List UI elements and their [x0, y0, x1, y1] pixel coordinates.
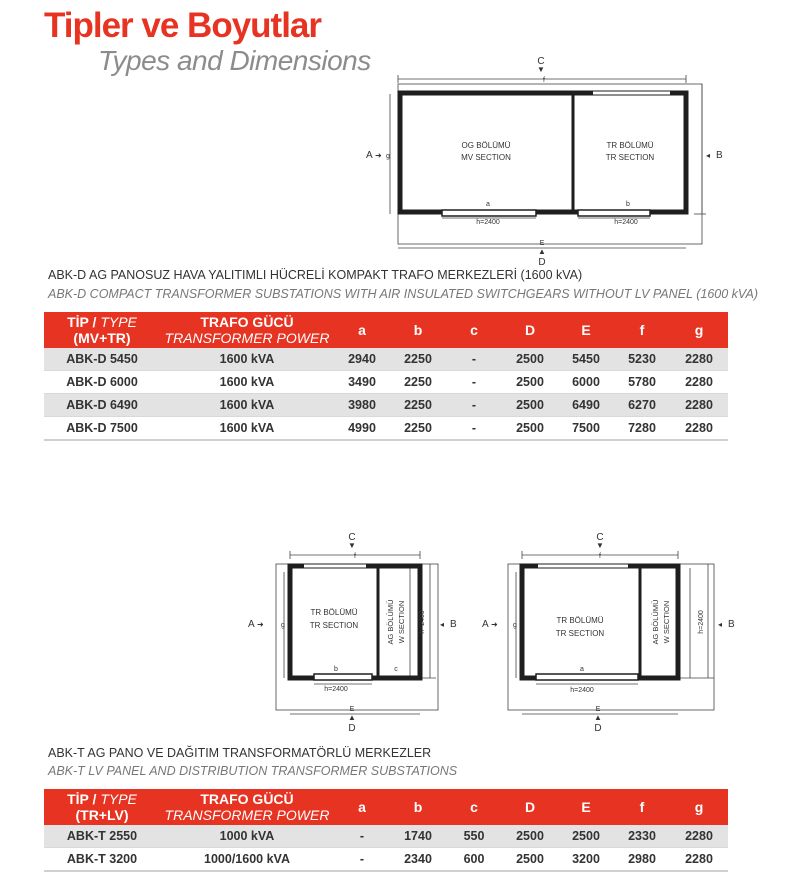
arrow-a: ➜: [491, 620, 498, 629]
abk-t-spec-table: [44, 789, 728, 872]
table-header-row: [44, 789, 728, 825]
abk-d-spec-table: [44, 312, 728, 441]
col-c: c: [446, 789, 502, 825]
label-d: D: [594, 723, 602, 734]
col-a: a: [334, 312, 390, 348]
tr-section-tr: TR BÖLÜMÜ: [310, 608, 358, 617]
table-row: ABK-D 6490 1600 kVA 3980 2250 - 2500 6490 6270 2280: [44, 394, 728, 417]
height-label-2: h=2400: [614, 219, 638, 226]
col-power: TRAFO GÜCÜ TRANSFORMER POWER: [160, 312, 334, 348]
label-a-arrow: A: [482, 619, 489, 630]
label-g: g: [513, 622, 517, 629]
label-e: E: [349, 706, 355, 713]
tr-section-tr: TR BÖLÜMÜ: [606, 141, 654, 150]
ag-section-tr: AG BÖLÜMÜ: [386, 599, 395, 645]
height-label-1: h=2400: [476, 219, 500, 226]
label-b-arrow: B: [450, 619, 457, 630]
arrow-c: ▼: [348, 541, 356, 550]
label-g: g: [386, 153, 390, 160]
tr-section-en: TR SECTION: [605, 153, 655, 162]
col-b: b: [390, 312, 446, 348]
label-e: E: [539, 240, 545, 247]
label-c: C: [348, 532, 356, 543]
col-type: TİP / TYPE (MV+TR): [44, 312, 160, 348]
abk-t-large-plan-diagram: [478, 524, 758, 740]
arrow-a: ➜: [375, 151, 382, 160]
col-D: D: [502, 312, 558, 348]
table-row: ABK-T 3200 1000/1600 kVA - 2340 600 2500 3200 2980 2280: [44, 848, 728, 872]
label-e: E: [595, 706, 601, 713]
section-t-heading-tr: ABK-T AG PANO VE DAĞITIM TRANSFORMATÖRLÜ MERKEZLER: [48, 746, 432, 760]
col-f: f: [614, 312, 670, 348]
label-f: f: [599, 553, 601, 560]
arrow-b: ◂: [440, 620, 445, 629]
table-row: ABK-T 2550 1000 kVA - 1740 550 2500 2500 2330 2280: [44, 825, 728, 848]
col-E: E: [558, 312, 614, 348]
col-f: f: [614, 789, 670, 825]
arrow-c: ▼: [596, 541, 604, 550]
height-label: h=2400: [324, 686, 348, 693]
label-a: a: [580, 666, 584, 673]
label-f: f: [543, 77, 545, 84]
abk-t-small-plan-diagram: [240, 524, 470, 740]
section-d-heading-en: ABK-D COMPACT TRANSFORMER SUBSTATIONS WITH AIR INSULATED SWITCHGEARS WITHOUT LV PANEL (1600 kVA): [48, 287, 759, 301]
col-type: TİP / TYPE (TR+LV): [44, 789, 160, 825]
label-d: D: [538, 257, 546, 268]
abk-d-plan-diagram: [330, 48, 750, 270]
mv-section-en: MV SECTION: [461, 153, 511, 162]
tr-section-tr: TR BÖLÜMÜ: [556, 616, 604, 625]
label-b: b: [626, 201, 630, 208]
label-a-arrow: A: [366, 150, 373, 161]
col-g: g: [670, 789, 728, 825]
col-power: TRAFO GÜCÜ TRANSFORMER POWER: [160, 789, 334, 825]
tr-section-en: TR SECTION: [555, 629, 605, 638]
label-g: g: [281, 622, 285, 629]
page-subtitle: Types and Dimensions: [98, 45, 371, 76]
col-c: c: [446, 312, 502, 348]
label-d: D: [348, 723, 356, 734]
label-b-arrow: B: [716, 150, 723, 161]
col-E: E: [558, 789, 614, 825]
col-D: D: [502, 789, 558, 825]
table-row: ABK-D 5450 1600 kVA 2940 2250 - 2500 5450 5230 2280: [44, 348, 728, 371]
arrow-d: ▲: [348, 713, 356, 722]
arrow-b: ◂: [718, 620, 723, 629]
table-header-row: [44, 312, 728, 348]
label-a-arrow: A: [248, 619, 255, 630]
label-b: b: [334, 666, 338, 673]
label-a: a: [486, 201, 490, 208]
page-title: Tipler ve Boyutlar: [44, 6, 322, 45]
tr-section-en: TR SECTION: [309, 621, 359, 630]
label-c: C: [537, 56, 545, 67]
arrow-b: ◂: [706, 151, 711, 160]
ag-section-tr: AG BÖLÜMÜ: [651, 599, 660, 645]
section-d-heading-tr: ABK-D AG PANOSUZ HAVA YALITIMLI HÜCRELİ KOMPAKT TRAFO MERKEZLERİ (1600 kVA): [48, 268, 583, 282]
height-label-side: h=2400: [419, 610, 426, 634]
arrow-d: ▲: [538, 247, 546, 256]
arrow-d: ▲: [594, 713, 602, 722]
label-c: C: [596, 532, 604, 543]
table-row: ABK-D 7500 1600 kVA 4990 2250 - 2500 7500 7280 2280: [44, 417, 728, 441]
col-a: a: [334, 789, 390, 825]
height-label: h=2400: [570, 687, 594, 694]
height-label-side: h=2400: [698, 610, 705, 634]
section-t-heading-en: ABK-T LV PANEL AND DISTRIBUTION TRANSFORMER SUBSTATIONS: [48, 764, 458, 778]
label-c-small: c: [394, 666, 398, 673]
col-b: b: [390, 789, 446, 825]
label-f: f: [354, 553, 356, 560]
arrow-c: ▼: [537, 65, 545, 74]
mv-section-tr: OG BÖLÜMÜ: [461, 141, 511, 150]
ag-section-en: W SECTION: [397, 600, 406, 644]
table-row: ABK-D 6000 1600 kVA 3490 2250 - 2500 6000 5780 2280: [44, 371, 728, 394]
col-g: g: [670, 312, 728, 348]
ag-section-en: W SECTION: [662, 600, 671, 644]
arrow-a: ➜: [257, 620, 264, 629]
label-b-arrow: B: [728, 619, 735, 630]
